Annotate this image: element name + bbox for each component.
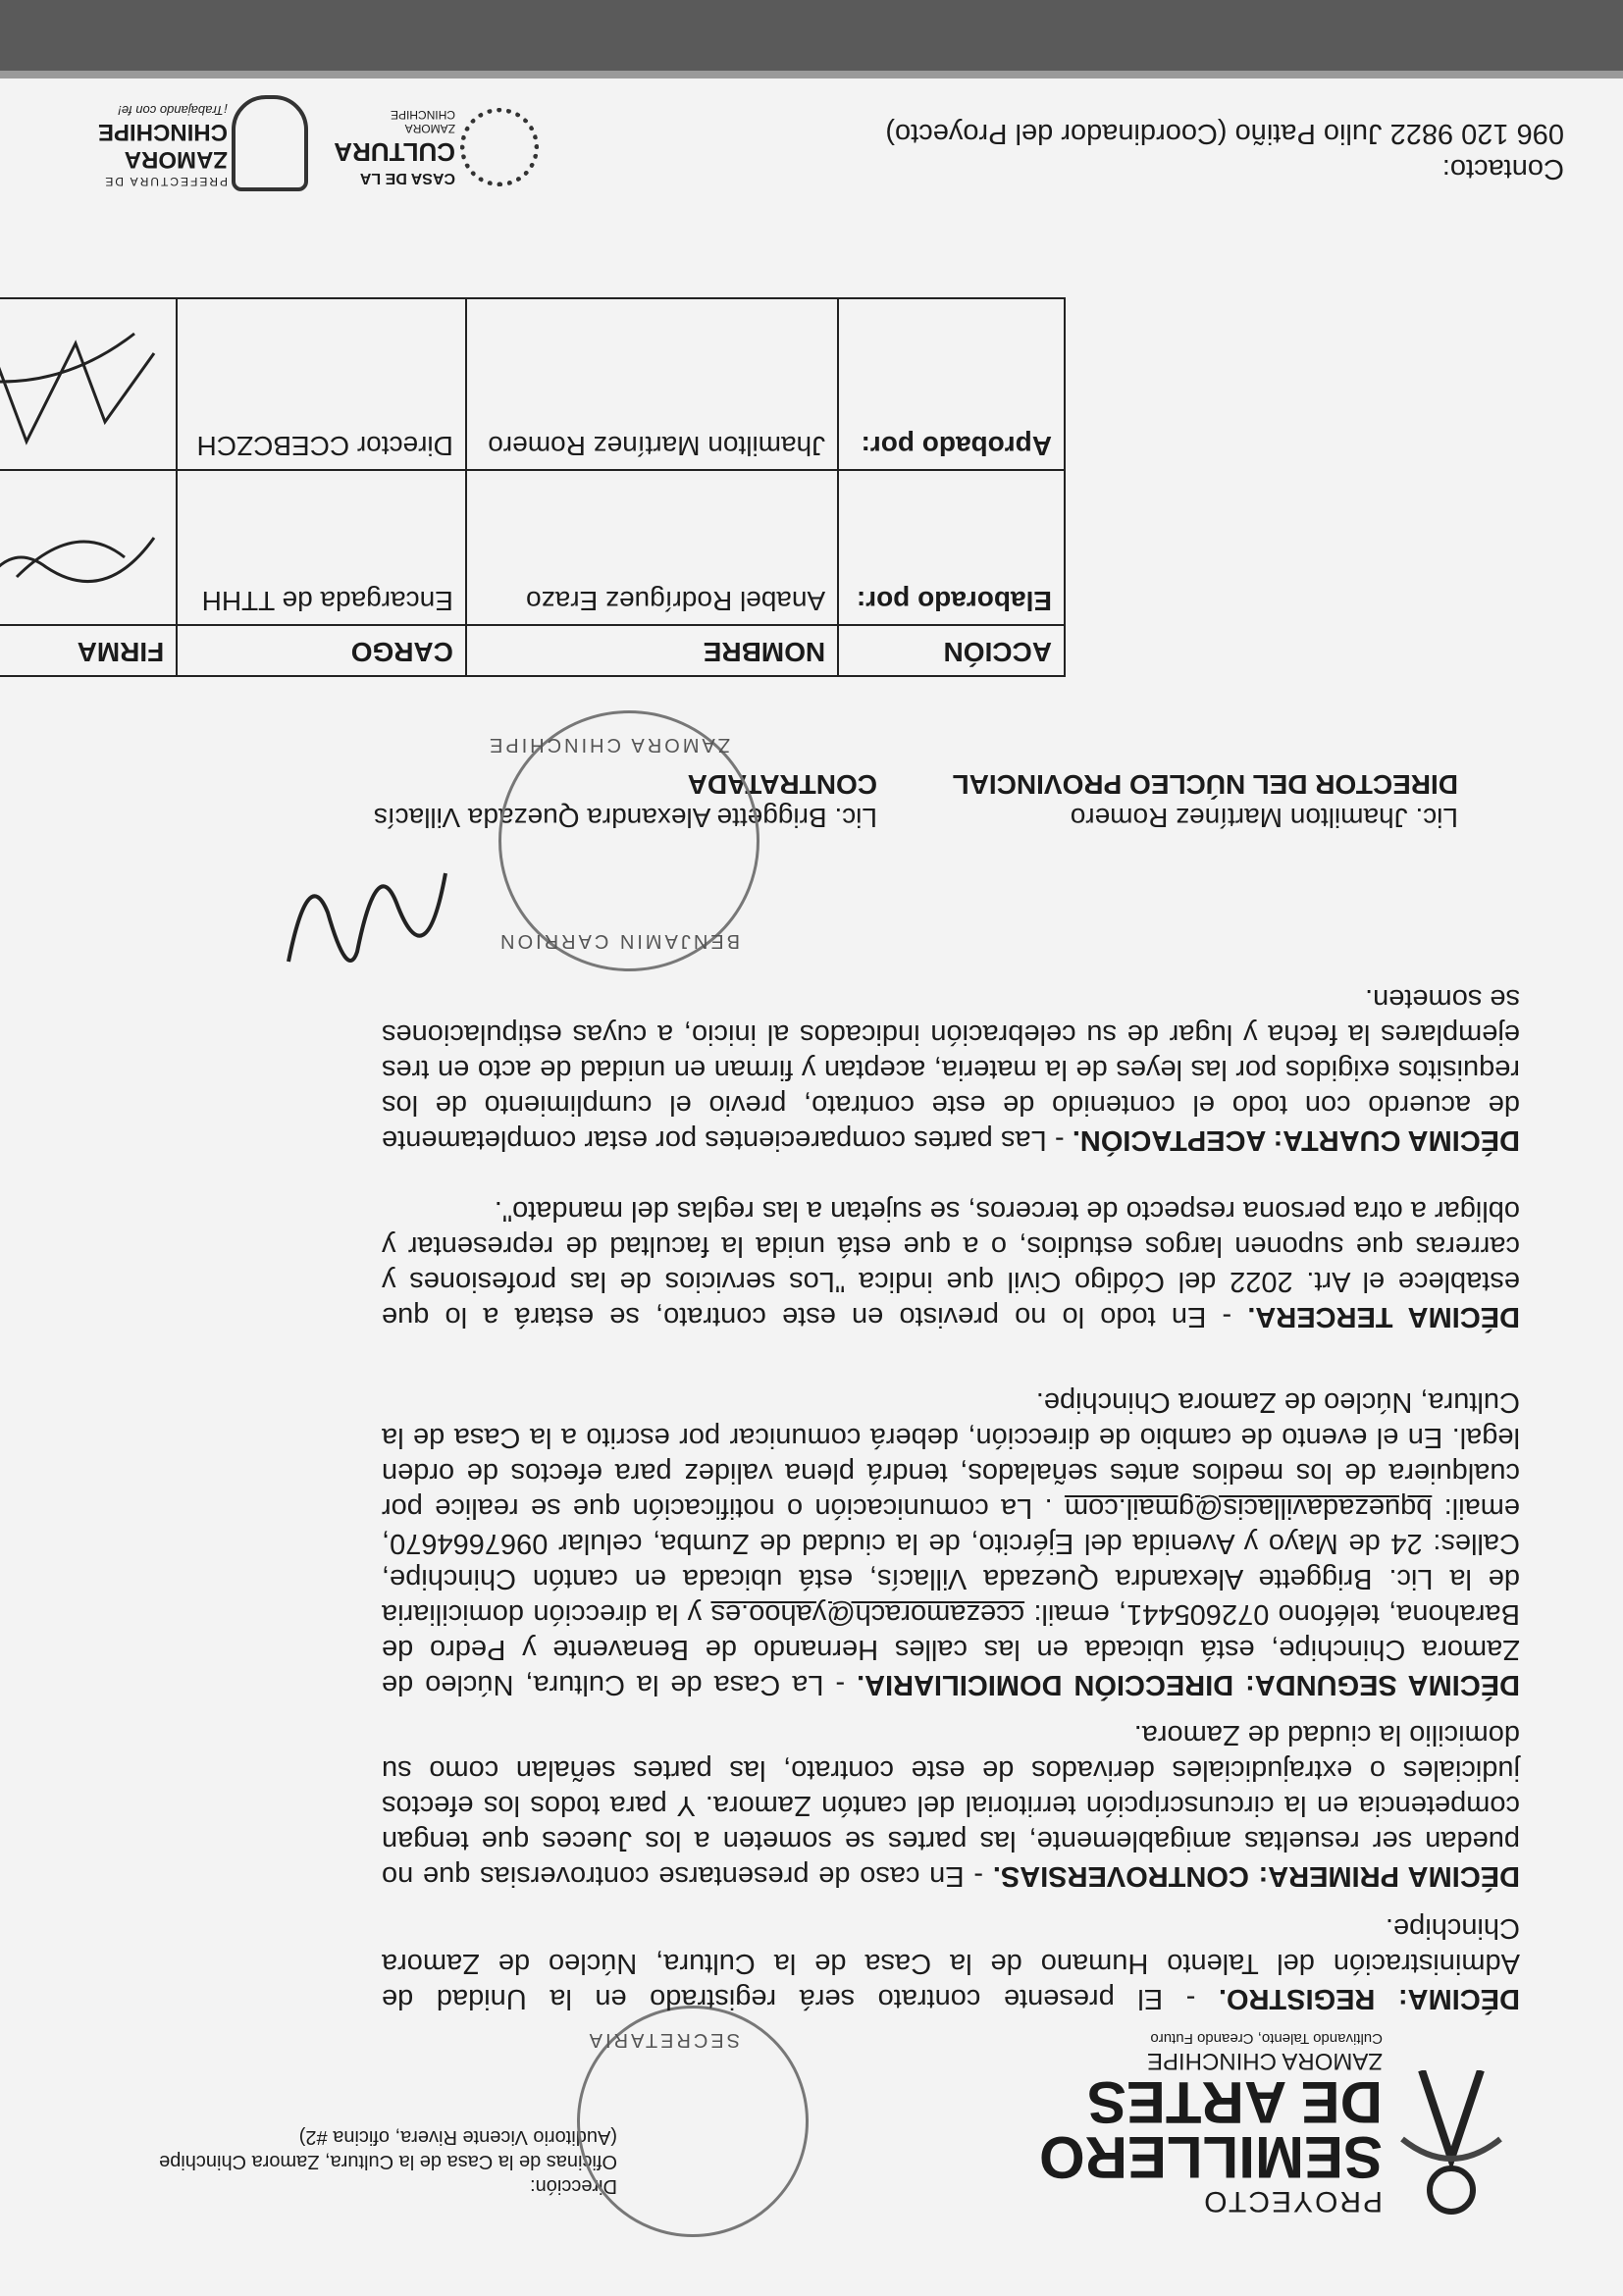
address-line2: (Auditorio Vicente Rivera, oficina #2) — [298, 2126, 617, 2148]
cell-cargo: Director CCEBCZCH — [177, 298, 466, 470]
casa-cultura-logo-icon — [460, 108, 539, 186]
logo-slogan: Cultivando Talento, Creando Futuro — [1150, 2030, 1383, 2047]
footer-logo-2-line3: CHINCHIPE — [97, 119, 228, 145]
clause-decima-cuarta-body: - Las partes comparecientes por estar completamente de acuerdo con todo el contenido de este contrato, previo el cumplimiento de los requisitos exigidos por las leyes de la materia, aceptan y firman en unidad de acto en tres ejemplares la fecha y lugar de su celebración indicados al inicio, a cuyas estipulaciones se someten. — [382, 983, 1520, 1156]
clause-decima-segunda-body-2: y la dirección domiciliaria de la Lic. Briggette Alexandra Quezada Villacís, está ubicada en cantón Chinchipe, Calles: 24 de Mayo y Avenida del Ejército, de la ciudad de Zumba, celular 0967664670, email: — [382, 1492, 1520, 1630]
director-role: DIRECTOR DEL NÚCLEO PROVINCIAL — [952, 769, 1458, 800]
signature-aprobado-icon — [0, 314, 164, 461]
table-row — [0, 298, 1065, 470]
email-cultura-link[interactable]: ccezamorach@yahoo.es — [710, 1598, 1025, 1630]
clause-decima-primera-title: DÉCIMA PRIMERA: CONTROVERSIAS. — [992, 1860, 1520, 1892]
clause-decima-segunda — [382, 1384, 1520, 1702]
director-name: Lic. Jhamilton Martínez Romero — [1070, 803, 1458, 833]
clause-decima-cuarta — [382, 981, 1520, 1158]
footer-logo-2-line2: ZAMORA — [124, 146, 228, 173]
footer-logo-1-line3: ZAMORA CHINCHIPE — [390, 108, 455, 135]
clause-decima-segunda-title: DÉCIMA SEGUNDA: DIRECCIÓN DOMICILIARIA. — [857, 1669, 1520, 1700]
logo-semillero: SEMILLERO — [1038, 2124, 1383, 2190]
contratada-name: Lic. Briggette Alexandra Quezada Villacís — [373, 803, 877, 833]
stamp-secretaria-text: SECRETARIA — [586, 2029, 740, 2051]
address-block — [107, 2124, 617, 2198]
clause-decima-segunda-body-1: - La Casa de la Cultura, Núcleo de Zamora Chinchipe, está ubicada en las calles Hernando de Benavente y Pedro de Barahona, teléfono 072605441, email: — [381, 1598, 1520, 1700]
logo-zamora: ZAMORA CHINCHIPE — [1146, 2048, 1383, 2074]
clause-decima-primera-body: - En caso de presentarse controversias que no puedan ser resueltas amigablemente, las partes se someten a los Jueces que tengan competencia en la circunscripción territorial del cantón Zamora. Y para todos los efectos judiciales o extrajudiciales derivados de este contrato, las partes señalan como su domicilio la ciudad de Zamora. — [382, 1719, 1520, 1892]
clause-decima — [382, 1910, 1520, 2016]
footer-logo-1-line1: CASA DE LA — [359, 170, 455, 186]
stamp-benjamin-text: BENJAMIN CARRION — [497, 930, 740, 952]
clause-decima-title: DÉCIMA: REGISTRO. — [1218, 1983, 1520, 2014]
clause-decima-cuarta-title: DÉCIMA CUARTA: ACEPTACIÓN. — [1072, 1124, 1520, 1156]
contact-value: 096 120 9822 Julio Patiño (Coordinador del Proyecto) — [885, 118, 1564, 149]
cell-accion: Aprobado por: — [838, 298, 1065, 470]
table-row — [0, 470, 1065, 625]
contact-block — [818, 116, 1564, 186]
th-nombre: NOMBRE — [466, 625, 838, 676]
clause-decima-tercera-title: DÉCIMA TERCERA. — [1247, 1301, 1520, 1332]
prefectura-shield-icon — [232, 95, 308, 191]
th-accion: ACCIÓN — [838, 625, 1065, 676]
cell-firma — [0, 298, 177, 470]
cell-firma — [0, 470, 177, 625]
signatory-director — [948, 767, 1458, 834]
clause-decima-body: - El presente contrato será registrado en la Unidad de Administración del Talento Humano de la Casa de la Cultura, Núcleo de Zamora Chinchipe. — [382, 1912, 1520, 2014]
project-logo-text — [970, 2030, 1383, 2218]
logo-de-artes: DE ARTES — [1086, 2069, 1383, 2135]
footer-logo-2-line4: ¡Trabajando con fe! — [118, 103, 228, 118]
table-header-row — [0, 625, 1065, 676]
clause-decima-tercera — [382, 1193, 1520, 1334]
contact-label: Contacto: — [1441, 153, 1564, 184]
clause-decima-tercera-body: - En todo lo no previsto en este contrato, se estará a lo que establece el Art. 2022 del Código Civil que indica "Los servicios de las profesiones y carreras que suponen largos estudios, o a que está unida la facultad de representar y obligar a otra persona respecto de terceros, se sujetan a las reglas del mandato". — [382, 1195, 1520, 1332]
semillero-logo-icon — [1392, 2070, 1510, 2218]
th-firma: FIRMA — [0, 625, 177, 676]
signature-elaborado-icon — [0, 508, 164, 616]
approval-table — [0, 297, 1066, 677]
signature-director-icon — [269, 844, 465, 991]
footer-logo-2-line1: PREFECTURA DE — [103, 175, 228, 188]
email-contratada-link[interactable]: bquezadavillacis@gmail.com — [1064, 1492, 1433, 1524]
cell-accion: Elaborado por: — [838, 470, 1065, 625]
contratada-role: CONTRATADA — [687, 769, 877, 800]
footer-logo-1-line2: CULTURA — [334, 137, 455, 167]
prefectura-footer-logo — [82, 78, 308, 196]
th-cargo: CARGO — [177, 625, 466, 676]
cell-cargo: Encargada de TTHH — [177, 470, 466, 625]
cell-nombre: Jhamilton Martínez Romero — [466, 298, 838, 470]
cell-nombre: Anabel Rodríguez Erazo — [466, 470, 838, 625]
clause-decima-primera — [382, 1717, 1520, 1894]
stamp-zamora-text: ZAMORA CHINCHIPE — [486, 734, 730, 756]
logo-proyecto: PROYECTO — [1202, 2185, 1383, 2218]
address-label: Dirección: — [530, 2175, 617, 2197]
casa-cultura-footer-logo — [334, 78, 539, 196]
clause-decima-segunda-body-3: . La comunicación o notificación que se realice por cualquiera de los medios antes señalados, tendrá plena validez para efectos de orden legal. En el evento de cambio de dirección, deberá comunicar por escrito a la Casa de la Cultura, Núcleo de Zamora Chinchipe. — [381, 1386, 1520, 1524]
address-line1: Oficinas de la Casa de la Cultura, Zamora Chinchipe — [159, 2151, 617, 2172]
